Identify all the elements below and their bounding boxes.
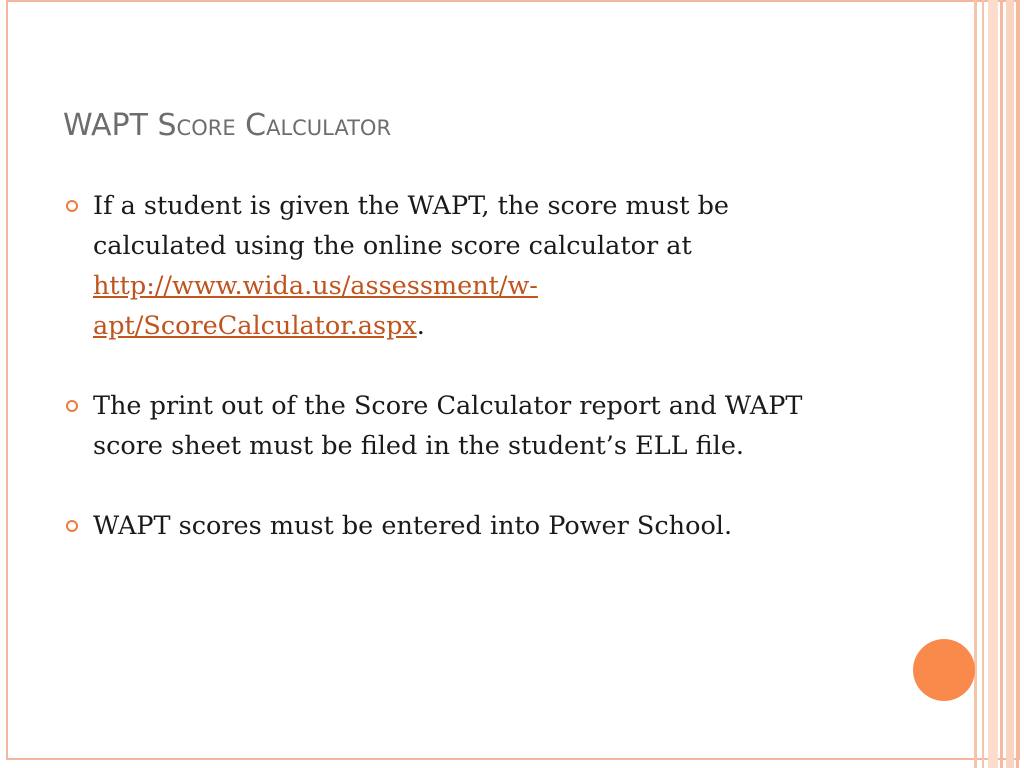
stripe [974,0,977,768]
bullet-list [66,186,866,586]
bullet-item-1 [66,186,866,346]
link-line-2[interactable]: apt/ScoreCalculator.aspx [93,311,417,341]
decorative-stripes [974,0,1024,768]
stripe [1000,0,1003,768]
stripe [1016,0,1019,768]
score-calculator-link[interactable] [93,271,538,341]
bullet-text-end: . [416,311,425,341]
bullet-text: WAPT scores must be entered into Power School. [93,511,733,541]
link-line-1[interactable]: http://www.wida.us/assessment/w- [93,271,538,301]
stripe [988,0,998,768]
bullet-item-3 [66,506,866,546]
slide-title: WAPT Score Calculator [63,108,392,143]
bullet-circle-icon [66,400,78,412]
stripe [982,0,984,768]
bullet-item-2 [66,386,866,466]
bullet-text: The print out of the Score Calculator report and WAPT score sheet must be filed in the student’s ELL file. [93,391,803,461]
stripe [1006,0,1014,768]
bullet-circle-icon [66,520,78,532]
decorative-circle [913,639,975,701]
bullet-text: If a student is given the WAPT, the score must be calculated using the online score calculator at [93,191,730,261]
bullet-circle-icon [66,200,78,212]
